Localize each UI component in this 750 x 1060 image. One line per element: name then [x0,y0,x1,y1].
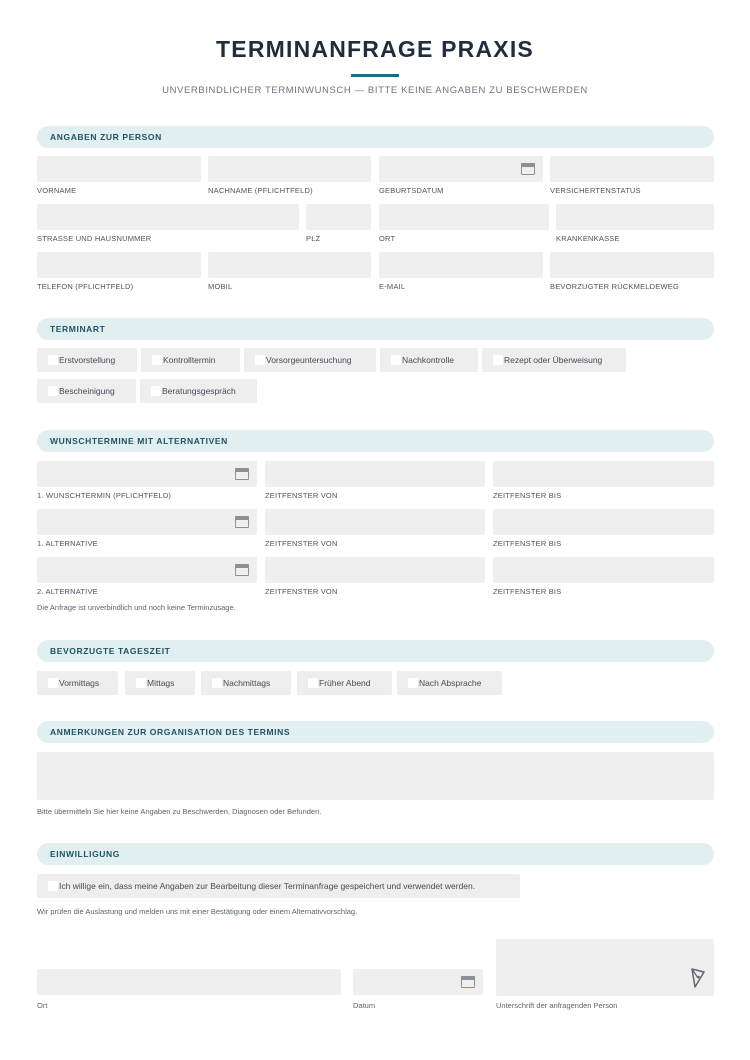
anmerkungen-note: Bitte übermitteln Sie hier keine Angaben zu Beschwerden, Diagnosen oder Befunden. [37,807,322,816]
alternative-1-label: 1. ALTERNATIVE [37,539,98,548]
wunschtermin-label: 1. WUNSCHTERMIN (PFLICHTFELD) [37,491,172,500]
option-label: Vormittags [59,678,100,688]
signature-label: Unterschrift der anfragenden Person [496,1001,618,1010]
zeitfenster-bis-field[interactable] [493,509,714,535]
checkbox[interactable] [48,355,58,365]
option-bescheinigung[interactable] [37,379,136,403]
option-frueher-abend[interactable] [297,671,392,695]
zeitfenster-von-label: ZEITFENSTER VON [265,539,338,548]
geburtsdatum-label: GEBURTSDATUM [379,186,444,195]
option-label: Rezept oder Überweisung [504,355,603,365]
checkbox[interactable] [152,355,162,365]
option-nach-absprache[interactable] [397,671,502,695]
mobil-label: MOBIL [208,282,233,291]
checkbox[interactable] [255,355,265,365]
option-label: Nach Absprache [419,678,482,688]
wunschtermin-date-field[interactable] [37,461,257,487]
mobil-field[interactable] [208,252,371,278]
telefon-label: TELEFON (PFLICHTFELD) [37,282,134,291]
option-mittags[interactable] [125,671,195,695]
section-header-terminart: TERMINART [37,318,714,340]
option-label: Früher Abend [319,678,371,688]
option-einwilligung[interactable] [37,874,520,898]
wunschtermine-note: Die Anfrage ist unverbindlich und noch keine Terminzusage. [37,603,236,612]
checkbox[interactable] [48,678,58,688]
checkbox[interactable] [48,386,58,396]
geburtsdatum-field[interactable] [379,156,543,182]
email-field[interactable] [379,252,543,278]
section-header-wunschtermine: WUNSCHTERMINE MIT ALTERNATIVEN [37,430,714,452]
checkbox[interactable] [151,386,161,396]
signature-field[interactable] [496,939,714,996]
option-nachkontrolle[interactable] [380,348,478,372]
vorname-field[interactable] [37,156,201,182]
option-label: Nachmittags [223,678,271,688]
option-erstvorstellung[interactable] [37,348,137,372]
telefon-field[interactable] [37,252,201,278]
einwilligung-note: Wir prüfen die Auslastung und melden uns mit einer Bestätigung oder einem Alternativvorschlag. [37,907,358,916]
option-label: Mittags [147,678,175,688]
zeitfenster-von-label: ZEITFENSTER VON [265,491,338,500]
calendar-icon[interactable] [235,516,249,528]
section-header-anmerkungen: ANMERKUNGEN ZUR ORGANISATION DES TERMINS [37,721,714,743]
plz-field[interactable] [306,204,371,230]
anmerkungen-textarea[interactable] [37,752,714,800]
nachname-label: NACHNAME (PFLICHTFELD) [208,186,313,195]
section-header-tageszeit: BEVORZUGTE TAGESZEIT [37,640,714,662]
checkbox[interactable] [308,678,318,688]
pen-nib-icon [690,968,706,988]
section-header-person: ANGABEN ZUR PERSON [37,126,714,148]
zeitfenster-von-field[interactable] [265,461,485,487]
zeitfenster-bis-field[interactable] [493,557,714,583]
krankenkasse-field[interactable] [556,204,714,230]
checkbox[interactable] [136,678,146,688]
alternative-1-date-field[interactable] [37,509,257,535]
checkbox[interactable] [493,355,503,365]
section-header-einwilligung: EINWILLIGUNG [37,843,714,865]
zeitfenster-von-field[interactable] [265,557,485,583]
zeitfenster-von-label: ZEITFENSTER VON [265,587,338,596]
calendar-icon[interactable] [461,976,475,988]
consent-label: Ich willige ein, dass meine Angaben zur Bearbeitung dieser Terminanfrage gespeichert und verwendet werden. [59,881,476,891]
checkbox[interactable] [48,881,58,891]
rueckmeldeweg-field[interactable] [550,252,714,278]
option-label: Kontrolltermin [163,355,216,365]
checkbox[interactable] [391,355,401,365]
ort-signature-label: Ort [37,1001,48,1010]
option-rezept-ueberweisung[interactable] [482,348,626,372]
page-title: TERMINANFRAGE PRAXIS [216,36,534,62]
title-underline [351,74,399,77]
versichertenstatus-field[interactable] [550,156,714,182]
ort-field[interactable] [379,204,549,230]
option-vorsorgeuntersuchung[interactable] [244,348,376,372]
alternative-2-label: 2. ALTERNATIVE [37,587,98,596]
option-label: Bescheinigung [59,386,115,396]
zeitfenster-bis-label: ZEITFENSTER BIS [493,539,562,548]
calendar-icon[interactable] [235,468,249,480]
email-label: E-MAIL [379,282,406,291]
vorname-label: VORNAME [37,186,77,195]
option-kontrolltermin[interactable] [141,348,240,372]
plz-label: PLZ [306,234,321,243]
krankenkasse-label: KRANKENKASSE [556,234,620,243]
datum-field[interactable] [353,969,483,995]
versichertenstatus-label: VERSICHERTENSTATUS [550,186,641,195]
zeitfenster-bis-field[interactable] [493,461,714,487]
page-subtitle: UNVERBINDLICHER TERMINWUNSCH — BITTE KEINE ANGABEN ZU BESCHWERDEN [162,85,588,96]
calendar-icon[interactable] [235,564,249,576]
option-label: Nachkontrolle [402,355,454,365]
alternative-2-date-field[interactable] [37,557,257,583]
zeitfenster-bis-label: ZEITFENSTER BIS [493,587,562,596]
checkbox[interactable] [408,678,418,688]
datum-label: Datum [353,1001,376,1010]
nachname-field[interactable] [208,156,371,182]
calendar-icon[interactable] [521,163,535,175]
ort-label: ORT [379,234,396,243]
zeitfenster-bis-label: ZEITFENSTER BIS [493,491,562,500]
option-label: Vorsorgeuntersuchung [266,355,352,365]
option-beratungsgespraech[interactable] [140,379,257,403]
strasse-label: STRASSE UND HAUSNUMMER [37,234,152,243]
option-label: Beratungsgespräch [162,386,236,396]
option-nachmittags[interactable] [201,671,291,695]
rueckmeldeweg-label: BEVORZUGTER RÜCKMELDEWEG [550,282,679,291]
zeitfenster-von-field[interactable] [265,509,485,535]
ort-signature-field[interactable] [37,969,341,995]
strasse-field[interactable] [37,204,299,230]
checkbox[interactable] [212,678,222,688]
option-label: Erstvorstellung [59,355,116,365]
option-vormittags[interactable] [37,671,118,695]
